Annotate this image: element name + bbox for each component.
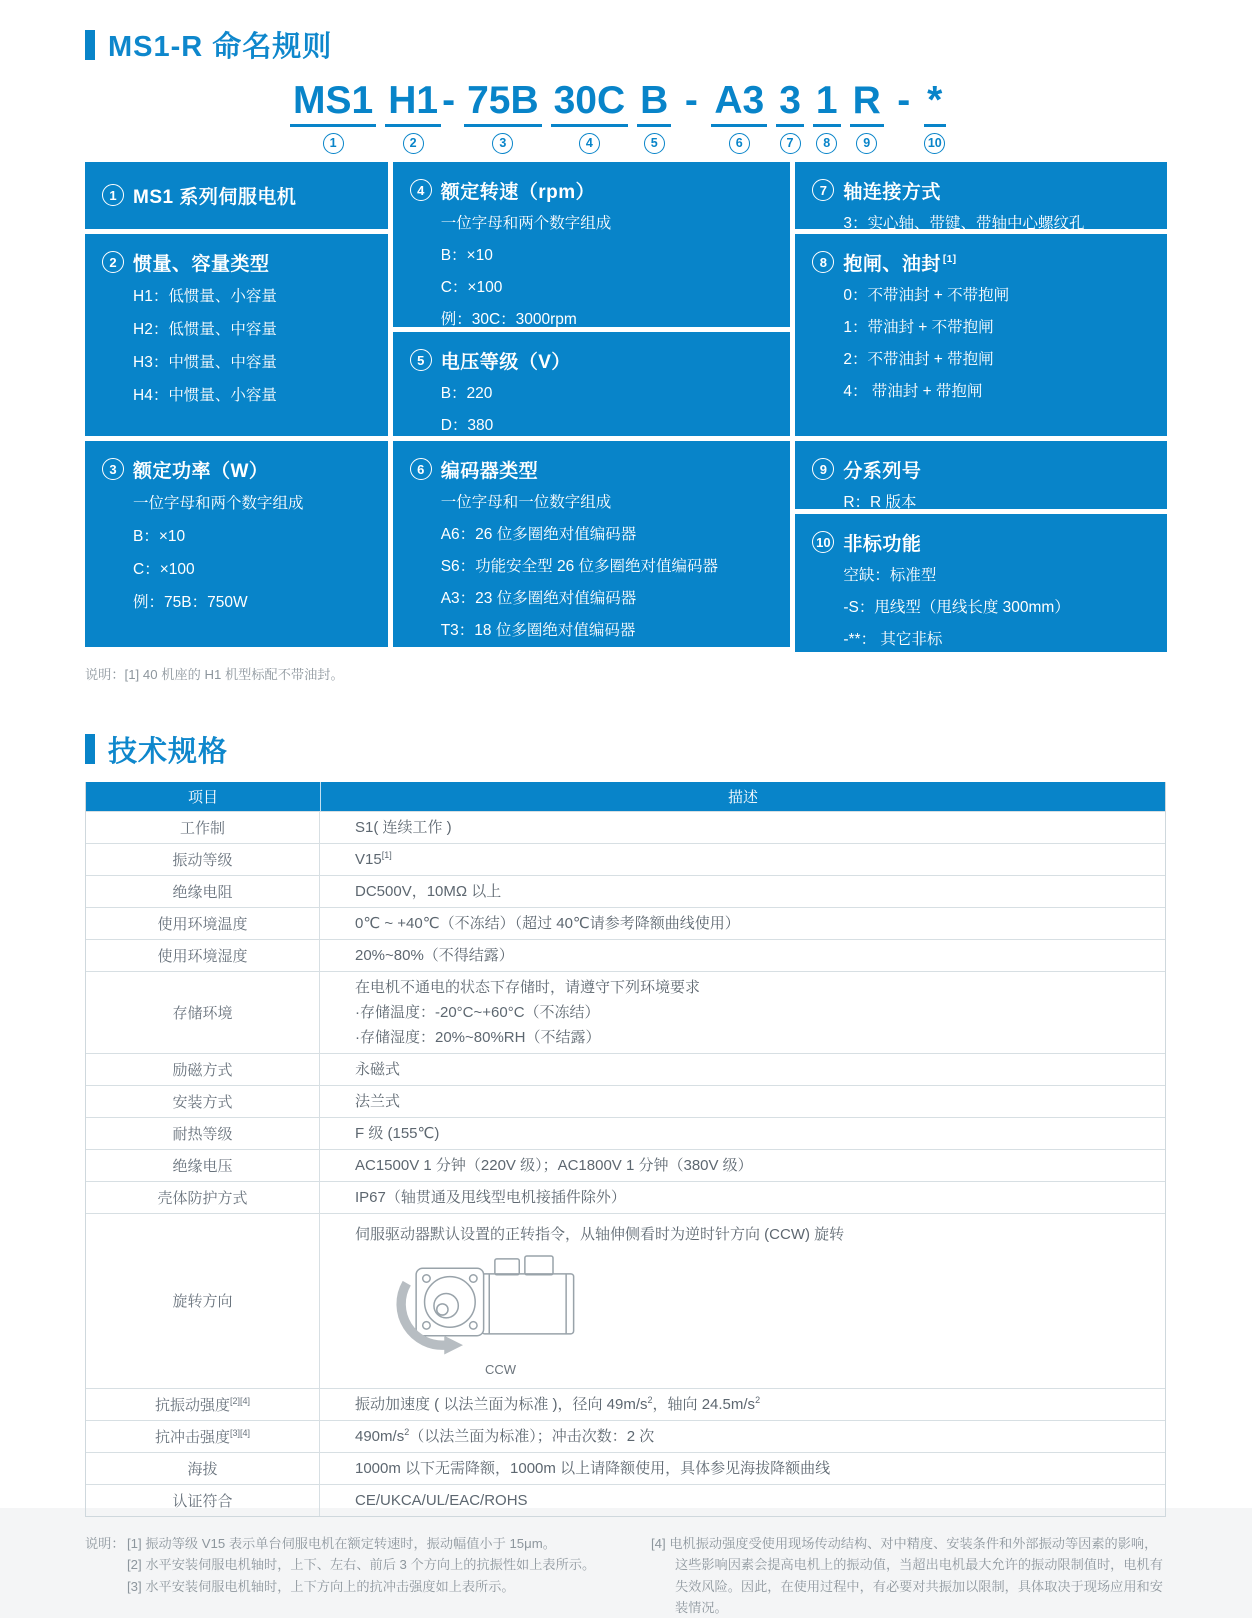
code-segment: 75B: [464, 81, 542, 127]
footnote-ref: [2][4]: [230, 1395, 251, 1406]
list-item: B：×10: [133, 527, 186, 545]
list-item: 2：不带油封 + 带抱闸: [843, 350, 994, 368]
circled-number: 4: [579, 133, 600, 154]
specs-section-title: [85, 729, 1167, 770]
code-segment: B: [637, 81, 671, 127]
spec-label: 工作制: [86, 812, 320, 843]
naming-box-2: [85, 234, 388, 436]
title-accent-bar: [85, 734, 95, 764]
naming-footnote: 说明：[1] 40 机座的 H1 机型标配不带油封。: [85, 666, 344, 682]
naming-box-items: [133, 487, 378, 619]
list-item: [2] 水平安装伺服电机轴时，上下、左右、前后 3 个方向上的抗振性如上表所示。: [127, 1557, 596, 1573]
list-item: H1：低惯量、小容量: [133, 287, 277, 305]
footnote-ref: [3][4]: [230, 1427, 251, 1438]
naming-box-items: [441, 487, 781, 647]
code-separator: -: [442, 79, 456, 122]
list-item: T3：18 位多圈绝对值编码器: [440, 621, 636, 639]
spec-value: AC1500V 1 分钟（220V 级）；AC1800V 1 分钟（380V 级）: [355, 1156, 753, 1174]
code-token: [637, 81, 671, 154]
code-segment: -: [684, 79, 698, 122]
spec-row: [86, 1388, 1165, 1420]
spec-value: 0℃ ~ +40℃（不冻结）（超过 40℃请参考降额曲线使用）: [355, 914, 740, 932]
naming-box-heading: 4 额定转速（rpm）: [410, 162, 781, 204]
code-token: [680, 81, 702, 124]
circled-number: 8: [816, 133, 837, 154]
spec-label: 抗振动强度[2][4]: [86, 1389, 320, 1420]
list-item: 空缺：标准型: [843, 566, 937, 584]
list-item: H4：中惯量、小容量: [133, 386, 277, 404]
spec-value: IP67（轴贯通及甩线型电机接插件除外）: [355, 1188, 626, 1206]
list-item: A3：23 位多圈绝对值编码器: [440, 589, 637, 607]
list-item: 一位字母和一位数字组成: [440, 493, 612, 511]
code-segment: -: [897, 79, 911, 122]
spec-label: 励磁方式: [86, 1054, 320, 1085]
code-segment: 1: [813, 81, 841, 127]
naming-box-heading: 10 非标功能: [812, 514, 1157, 556]
list-item: C：×100: [440, 278, 503, 296]
footnote-prefix: 说明：: [85, 1535, 125, 1551]
footnote-ref: [1]: [381, 849, 392, 860]
list-item: 一位字母和两个数字组成: [440, 214, 612, 232]
spec-row: [86, 939, 1165, 971]
naming-box-heading: 3 额定功率（W）: [102, 441, 378, 483]
spec-label: 使用环境湿度: [86, 940, 320, 971]
list-item: A6：26 位多圈绝对值编码器: [440, 525, 637, 543]
rotation-description: 伺服驱动器默认设置的正转指令，从轴伸侧看时为逆时针方向 (CCW) 旋转: [355, 1225, 845, 1243]
code-token: [385, 81, 455, 154]
list-item: B：220: [440, 384, 493, 402]
list-item: H2：低惯量、中容量: [133, 320, 277, 338]
circled-number: 10: [812, 531, 834, 553]
naming-section-title: [85, 24, 1167, 65]
code-segment: MS1: [290, 81, 376, 127]
circled-number: 7: [780, 133, 801, 154]
code-token: [850, 81, 884, 154]
circled-number: 9: [856, 133, 877, 154]
circled-number: 5: [644, 133, 665, 154]
naming-grid: [85, 162, 1167, 652]
code-token: [464, 81, 542, 154]
naming-grid-column-1: [85, 162, 388, 652]
naming-box-heading: 1 MS1 系列伺服电机: [102, 182, 296, 209]
code-segment: A3: [711, 81, 767, 127]
list-item: 1：带油封 + 不带抱闸: [843, 318, 994, 336]
spec-row: [86, 1053, 1165, 1085]
spec-value: CE/UKCA/UL/EAC/ROHS: [355, 1491, 528, 1509]
spec-row-rotation: [86, 1213, 1165, 1388]
spec-value: [320, 1214, 1165, 1388]
list-item: R：R 版本: [843, 493, 917, 511]
code-token: [924, 81, 946, 154]
spec-label: 壳体防护方式: [86, 1182, 320, 1213]
code-token: [551, 81, 629, 154]
naming-grid-column-3: [795, 162, 1167, 652]
circled-number: 3: [102, 458, 124, 480]
list-item: C：×100: [133, 560, 195, 578]
naming-box-heading: 5 电压等级（V）: [410, 332, 781, 374]
spec-row: [86, 811, 1165, 843]
spec-row: [86, 1452, 1165, 1484]
spec-row: [86, 971, 1165, 1053]
code-token: [893, 81, 915, 124]
spec-label: 绝缘电阻: [86, 876, 320, 907]
circled-number: 4: [410, 179, 432, 201]
spec-label: 抗冲击强度[3][4]: [86, 1421, 320, 1452]
spec-label: 安装方式: [86, 1086, 320, 1117]
naming-box-items: [441, 208, 781, 336]
naming-box-items: [843, 280, 1157, 408]
naming-box-items: [843, 560, 1157, 656]
list-item: 4： 带油封 + 带抱闸: [843, 382, 983, 400]
spec-label: 海拔: [86, 1453, 320, 1484]
naming-box-3: [85, 441, 388, 647]
list-item: 3：实心轴、带键、带轴中心螺纹孔: [843, 214, 1085, 232]
footnote-list: [127, 1533, 623, 1597]
spec-label: 使用环境温度: [86, 908, 320, 939]
model-code: [290, 81, 1167, 154]
circled-number: 2: [102, 251, 124, 273]
footnotes-left: [85, 1533, 623, 1618]
circled-number: 5: [410, 349, 432, 371]
spec-row: [86, 907, 1165, 939]
list-item: H3：中惯量、中容量: [133, 353, 277, 371]
spec-label: 旋转方向: [86, 1214, 320, 1388]
spec-row: [86, 1484, 1165, 1516]
list-item: B：×10: [440, 246, 493, 264]
spec-row: [86, 1420, 1165, 1452]
spec-table: [85, 782, 1166, 1517]
code-token: [711, 81, 767, 154]
spec-value: S1( 连续工作 ): [355, 818, 452, 836]
list-item: 在电机不通电的状态下存储时，请遵守下列环境要求: [355, 978, 701, 996]
spec-label: 振动等级: [86, 844, 320, 875]
circled-number: 3: [492, 133, 513, 154]
spec-value: [320, 972, 1165, 1053]
naming-box-4: [393, 162, 791, 327]
spec-label: 耐热等级: [86, 1118, 320, 1149]
spec-row: [86, 843, 1165, 875]
code-segment: H1: [385, 81, 441, 127]
naming-box-1: [85, 162, 388, 229]
spec-row: [86, 875, 1165, 907]
footnotes-right: [651, 1533, 1167, 1618]
spec-row: [86, 1085, 1165, 1117]
naming-box-items: [441, 378, 781, 442]
list-item: 例：30C：3000rpm: [440, 310, 577, 328]
footnote-item: [4] 电机振动强度受使用现场传动结构、对中精度、安装条件和外部振动等因素的影响，这些影响因素会提高电机上的振动值，当超出电机最大允许的振动限制值时，电机有失效风险。因此，在使用过程中，有必要对共振加以限制，具体取决于现场应用和安装情况。: [651, 1535, 1163, 1615]
spec-label: 存储环境: [86, 972, 320, 1053]
naming-box-5: [393, 332, 791, 436]
motor-figure: [383, 1251, 618, 1382]
list-item: -**： 其它非标: [843, 630, 943, 648]
spec-table-header: [86, 782, 1165, 811]
naming-box-heading: 7 轴连接方式: [812, 162, 1157, 204]
list-item: 例：75B：750W: [133, 593, 248, 611]
spec-value: 20%~80%（不得结露）: [355, 946, 514, 964]
title-accent-bar: [85, 30, 95, 60]
specs-section: [85, 729, 1167, 1618]
specs-title: 技术规格: [108, 735, 229, 768]
spec-row: [86, 1117, 1165, 1149]
list-item: [3] 水平安装伺服电机轴时，上下方向上的抗冲击强度如上表所示。: [127, 1578, 515, 1594]
spec-row: [86, 1149, 1165, 1181]
spec-value: 1000m 以下无需降额，1000m 以上请降额使用，具体参见海拔降额曲线: [355, 1459, 831, 1477]
list-item: -S：甩线型（甩线长度 300mm）: [843, 598, 1070, 616]
code-segment: 30C: [551, 81, 629, 127]
circled-number: 6: [410, 458, 432, 480]
naming-box-6: [393, 441, 791, 647]
code-segment: 3: [776, 81, 804, 127]
spec-value: 永磁式: [355, 1060, 401, 1078]
naming-box-9: [795, 441, 1167, 509]
naming-box-8: [795, 234, 1167, 436]
spec-label: 绝缘电压: [86, 1150, 320, 1181]
code-token: [813, 81, 841, 154]
ccw-label: CCW: [484, 1361, 517, 1377]
spec-value: $490m/s^2$（以法兰面为标准）；冲击次数：2 次: [355, 1426, 655, 1445]
circled-number: 1: [323, 133, 344, 154]
naming-box-items: [133, 280, 378, 412]
spec-value: V15[1]: [355, 849, 392, 868]
list-item: S6：功能安全型 26 位多圈绝对值编码器: [440, 557, 719, 575]
spec-value: DC500V，10MΩ 以上: [355, 882, 502, 900]
code-segment: *: [924, 81, 946, 127]
circled-number: 6: [729, 133, 750, 154]
naming-box-heading: 9 分系列号: [812, 441, 1157, 483]
code-token: [290, 81, 376, 154]
spec-footnotes: [85, 1533, 1167, 1618]
circled-number: 10: [924, 133, 945, 154]
naming-box-10: [795, 514, 1167, 652]
list-item: D：380: [440, 416, 494, 434]
spec-row: [86, 1181, 1165, 1213]
list-item: [1] 振动等级 V15 表示单台伺服电机在额定转速时，振动幅值小于 15μm。: [127, 1535, 556, 1551]
page-title: MS1-R 命名规则: [108, 31, 333, 63]
motor-illustration: [388, 1251, 613, 1351]
footnote-ref: [1]: [942, 254, 957, 266]
code-token: [776, 81, 804, 154]
naming-box-heading: 2 惯量、容量类型: [102, 234, 378, 276]
naming-box-7: [795, 162, 1167, 232]
circled-number: 8: [812, 251, 834, 273]
header-item: 项目: [187, 788, 218, 806]
circled-number: 7: [812, 179, 834, 201]
code-segment: R: [850, 81, 884, 127]
list-item: 一位字母和两个数字组成: [133, 494, 304, 512]
list-item: ·存储温度：-20°C~+60°C（不冻结）: [355, 1003, 600, 1021]
circled-number: 1: [102, 184, 124, 206]
spec-value: 法兰式: [355, 1092, 401, 1110]
spec-value: F 级 (155℃): [355, 1124, 440, 1142]
naming-grid-column-2: [393, 162, 791, 652]
naming-box-heading: 6 编码器类型: [410, 441, 781, 483]
circled-number: 9: [812, 458, 834, 480]
naming-box-heading: 8 抱闸、油封 [1]: [812, 234, 1157, 276]
spec-label: 认证符合: [86, 1485, 320, 1516]
circled-number: 2: [403, 133, 424, 154]
spec-value: 振动加速度 ( 以法兰面为标准 )，径向 $49m/s^2$，轴向 $24.5m/s^2$: [355, 1394, 761, 1413]
list-item: ·存储湿度：20%~80%RH（不结露）: [355, 1028, 601, 1046]
list-item: 0：不带油封 + 不带抱闸: [843, 286, 1010, 304]
header-desc: 描述: [320, 782, 1165, 811]
